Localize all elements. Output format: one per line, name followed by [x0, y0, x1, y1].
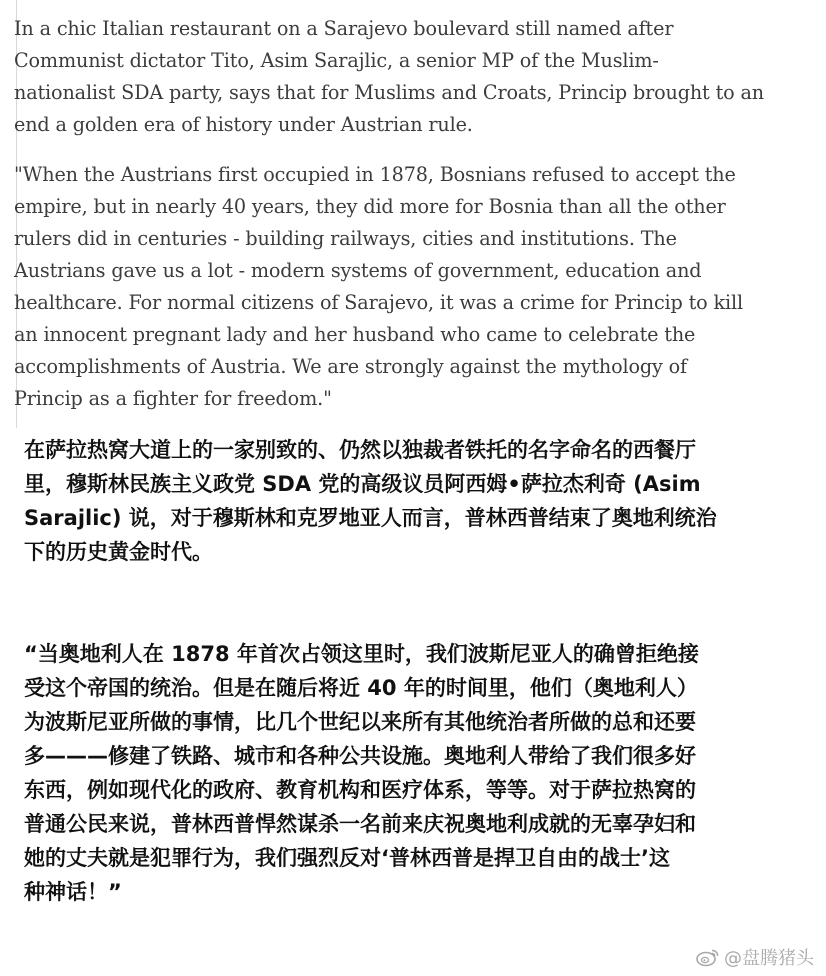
text-line: Austrians gave us a lot - modern systems of government, education and: [14, 259, 702, 282]
text-line: 她的丈夫就是犯罪行为，我们强烈反对‘普林西普是捍卫自由的战士’这: [24, 846, 670, 870]
watermark-text: @盘腾猪头: [724, 948, 814, 969]
weibo-icon: [696, 947, 720, 967]
text-line: Sarajlic) 说，对于穆斯林和克罗地亚人而言，普林西普结束了奥地利统治: [24, 506, 717, 530]
text-line: 种神话！”: [24, 880, 122, 904]
english-paragraph-1: [14, 13, 804, 141]
text-line: Communist dictator Tito, Asim Sarajlic, a senior MP of the Muslim-: [14, 49, 659, 72]
text-line: 东西，例如现代化的政府、教育机构和医疗体系，等等。对于萨拉热窝的: [24, 778, 696, 802]
text-line: nationalist SDA party, says that for Muslims and Croats, Princip brought to an: [14, 81, 764, 104]
text-line: accomplishments of Austria. We are strongly against the mythology of: [14, 355, 687, 378]
text-line: 下的历史黄金时代。: [24, 540, 213, 564]
chinese-paragraph-2: [24, 637, 804, 909]
text-line: "When the Austrians first occupied in 1878, Bosnians refused to accept the: [14, 163, 736, 186]
text-line: an innocent pregnant lady and her husband who came to celebrate the: [14, 323, 696, 346]
text-line: “当奥地利人在 1878 年首次占领这里时，我们波斯尼亚人的确曾拒绝接: [24, 642, 699, 666]
english-paragraph-2: [14, 159, 804, 415]
text-line: 在萨拉热窝大道上的一家别致的、仍然以独裁者铁托的名字命名的西餐厅: [24, 438, 696, 462]
text-line: Princip as a fighter for freedom.": [14, 387, 332, 410]
text-line: In a chic Italian restaurant on a Sarajevo boulevard still named after: [14, 17, 674, 40]
text-line: 里，穆斯林民族主义政党 SDA 党的高级议员阿西姆•萨拉杰利奇 (Asim: [24, 472, 701, 496]
chinese-paragraph-1: [24, 433, 804, 569]
text-line: 为波斯尼亚所做的事情，比几个世纪以来所有其他统治者所做的总和还要: [24, 710, 696, 734]
text-line: 受这个帝国的统治。但是在随后将近 40 年的时间里，他们（奥地利人）: [24, 676, 698, 700]
text-line: rulers did in centuries - building railways, cities and institutions. The: [14, 227, 677, 250]
watermark: [696, 944, 814, 970]
text-line: 普通公民来说，普林西普悍然谋杀一名前来庆祝奥地利成就的无辜孕妇和: [24, 812, 696, 836]
text-line: healthcare. For normal citizens of Sarajevo, it was a crime for Princip to kill: [14, 291, 743, 314]
text-line: empire, but in nearly 40 years, they did more for Bosnia than all the other: [14, 195, 726, 218]
text-line: end a golden era of history under Austrian rule.: [14, 113, 473, 136]
text-line: 多———修建了铁路、城市和各种公共设施。奥地利人带给了我们很多好: [24, 744, 696, 768]
